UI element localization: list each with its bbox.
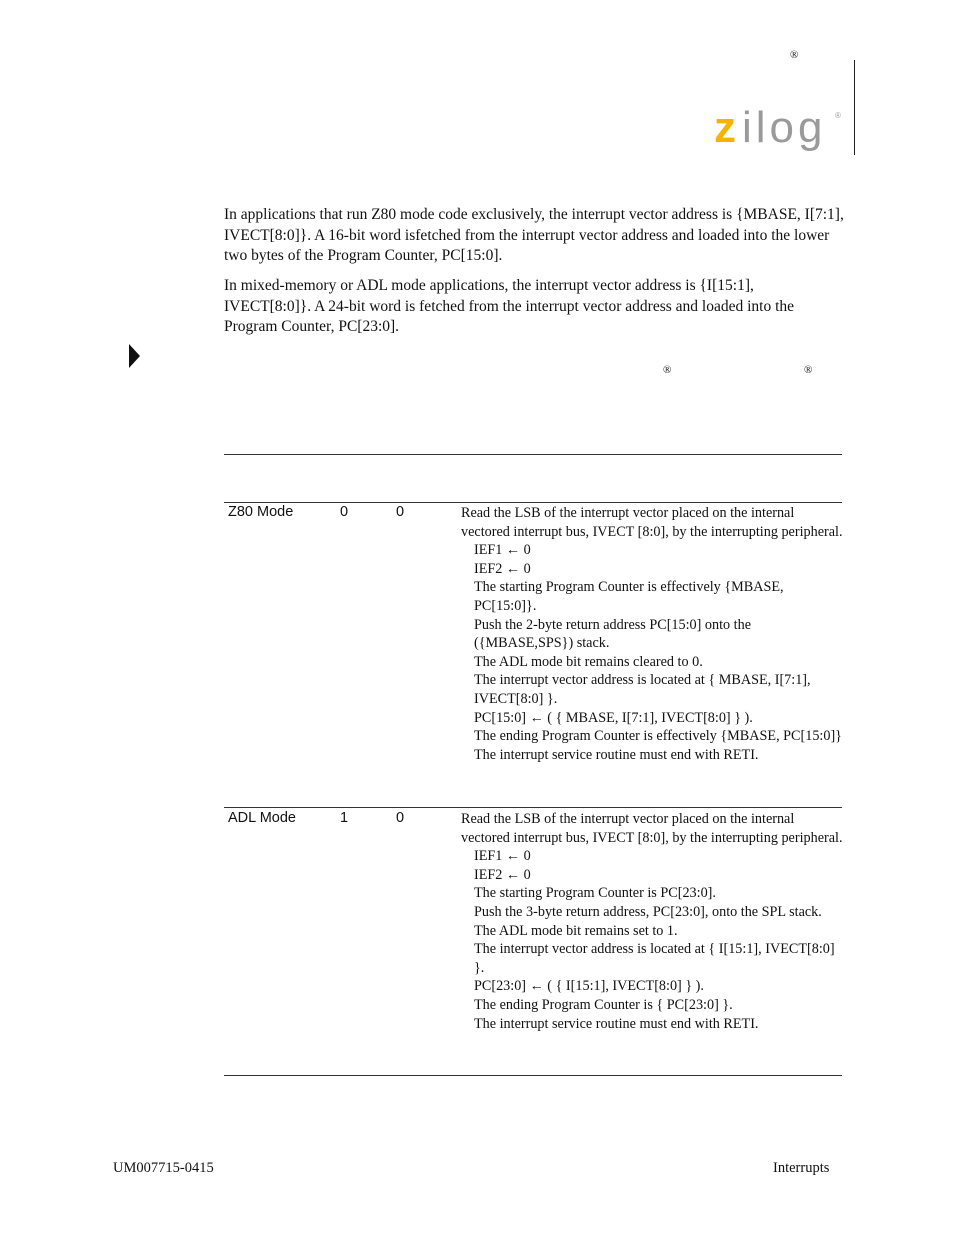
table-top-rule bbox=[224, 454, 842, 455]
operation-intro: Read the LSB of the interrupt vector placed on the internal vectored interrupt bus, IVECT [8:0], by the interrupting peripheral. bbox=[461, 811, 843, 846]
operation-step: IEF2 ← 0 bbox=[474, 560, 531, 577]
adl-bit-cell: 1 bbox=[340, 810, 349, 826]
logo-ilog: ilog bbox=[742, 103, 827, 152]
mode-cell: Z80 Mode bbox=[228, 504, 294, 520]
adl-bit-cell: 0 bbox=[340, 504, 349, 520]
operation-step: Push the 2-byte return address PC[15:0] onto the ({MBASE,SPS}) stack. bbox=[474, 616, 752, 652]
operation-intro: Read the LSB of the interrupt vector placed on the internal vectored interrupt bus, IVECT [8:0], by the interrupting peripheral. bbox=[461, 505, 843, 540]
operation-step: The ending Program Counter is { PC[23:0] }. bbox=[474, 996, 733, 1013]
mode-cell: ADL Mode bbox=[228, 810, 296, 826]
operation-description bbox=[461, 810, 843, 1033]
note-registered-mark-2: ® bbox=[804, 364, 813, 376]
operation-step: The starting Program Counter is effectively {MBASE, PC[15:0]}. bbox=[474, 579, 784, 614]
paragraph-z80-mode: In applications that run Z80 mode code exclusively, the interrupt vector address is {MBASE, I[7:1], IVECT[8:0]}. A 16-bit word isfetched from the interrupt vector address and loaded into the lower two bytes of the Program Counter, PC[15:0]. bbox=[224, 206, 844, 264]
operation-step: PC[23:0] ← ( { I[15:1], IVECT[8:0] } ). bbox=[474, 978, 704, 995]
operation-step: PC[15:0] ← ( { MBASE, I[7:1], IVECT[8:0] } ). bbox=[474, 709, 753, 726]
table-header-rule bbox=[224, 502, 842, 503]
zilog-logo-mark bbox=[712, 102, 844, 158]
operation-step: IEF1 ← 0 bbox=[474, 848, 531, 865]
madl-bit-cell: 0 bbox=[396, 504, 405, 520]
registered-mark: ® bbox=[790, 49, 799, 61]
madl-bit-cell: 0 bbox=[396, 810, 405, 826]
operation-step: IEF2 ← 0 bbox=[474, 866, 531, 883]
paragraph-adl-mode: In mixed-memory or ADL mode applications, the interrupt vector address is {I[15:1], IVECT[8:0]}. A 24-bit word is fetched from the interrupt vector address and loaded into the Program Counter, PC[23:0]. bbox=[224, 277, 795, 335]
logo-registered: ® bbox=[835, 111, 841, 120]
operation-step: The ADL mode bit remains set to 1. bbox=[474, 922, 678, 939]
zilog-logo bbox=[712, 102, 844, 163]
operation-step: The ADL mode bit remains cleared to 0. bbox=[474, 653, 703, 670]
note-arrow-icon bbox=[129, 344, 140, 368]
logo-z: z bbox=[714, 103, 736, 152]
section-name: Interrupts bbox=[773, 1160, 830, 1176]
operation-step: IEF1 ← 0 bbox=[474, 542, 531, 559]
operation-step: The interrupt service routine must end with RETI. bbox=[474, 1015, 759, 1032]
document-id: UM007715-0415 bbox=[113, 1160, 214, 1176]
operation-step: The interrupt vector address is located at { I[15:1], IVECT[8:0] }. bbox=[474, 941, 835, 976]
table-bottom-rule bbox=[224, 1075, 842, 1076]
header-divider bbox=[854, 60, 855, 155]
operation-step: The starting Program Counter is PC[23:0]. bbox=[474, 885, 716, 902]
note-registered-mark-1: ® bbox=[663, 364, 672, 376]
operation-step: The interrupt vector address is located at { MBASE, I[7:1], IVECT[8:0] }. bbox=[474, 672, 811, 707]
operation-step: The ending Program Counter is effectively {MBASE, PC[15:0]} bbox=[474, 728, 842, 745]
table-row-divider bbox=[224, 807, 842, 808]
operation-step: Push the 3-byte return address, PC[23:0], onto the SPL stack. bbox=[474, 903, 822, 920]
operation-step: The interrupt service routine must end with RETI. bbox=[474, 746, 759, 763]
operation-description bbox=[461, 504, 843, 764]
